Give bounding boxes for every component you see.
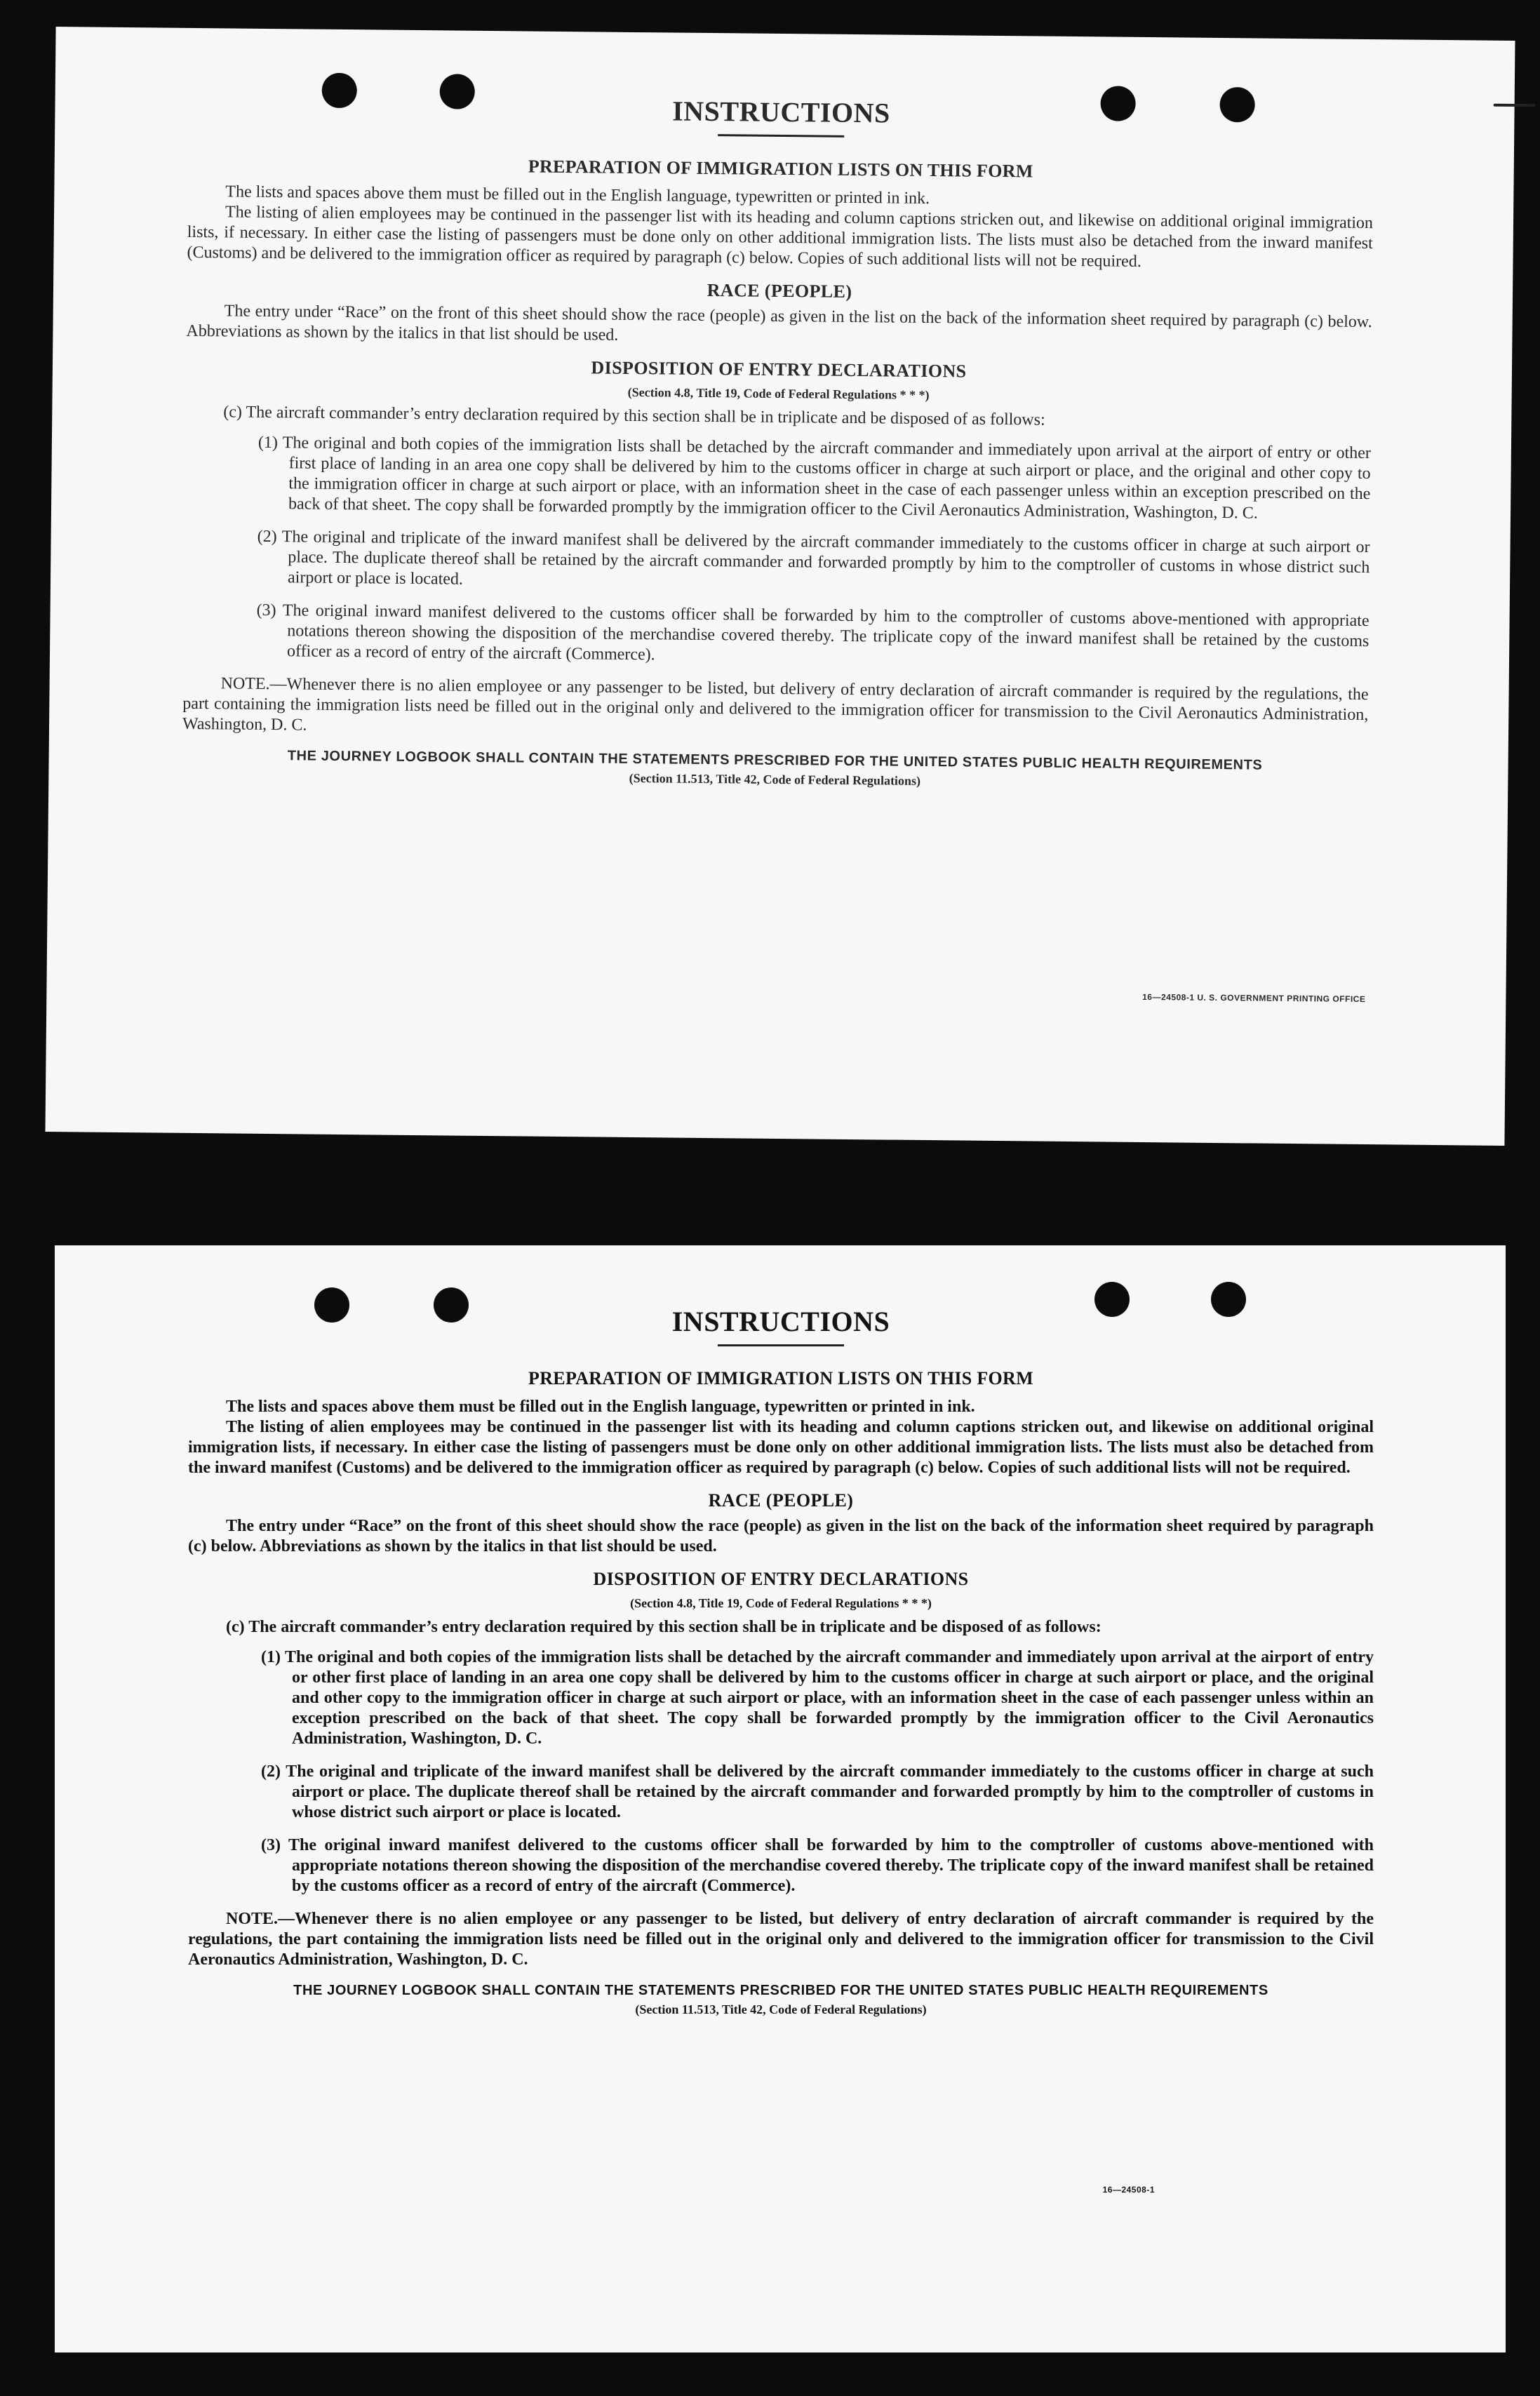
- title-rule: [718, 134, 844, 138]
- note-paragraph: NOTE.—Whenever there is no alien employee or any passenger to be listed, but delivery of entry declaration of aircraft commander is required by the regulations, the part containing the immigration lists need be filled out in the original only and delivered to the immigration officer for transmission to the Civil Aeronautics Administration, Washington, D. C.: [188, 1910, 1374, 1969]
- note-paragraph: NOTE.—Whenever there is no alien employee or any passenger to be listed, but delivery of entry declaration of aircraft commander is required by the regulations, the part containing the immigration lists need be filled out in the original only and delivered to the immigration officer for transmission to the Civil Aeronautics Administration, Washington, D. C.: [182, 674, 1369, 735]
- section-heading-disposition: DISPOSITION OF ENTRY DECLARATIONS: [593, 1569, 969, 1589]
- printer-mark: 16—24508-1: [1102, 2185, 1155, 2195]
- page-title: INSTRUCTIONS: [671, 1306, 890, 1337]
- section-heading-disposition: DISPOSITION OF ENTRY DECLARATIONS: [591, 357, 967, 382]
- paragraph-c: (c) The aircraft commander’s entry declaration required by this section shall be in triplicate and be disposed of as follows:: [223, 403, 1045, 429]
- paragraph-c: (c) The aircraft commander’s entry declaration required by this section shall be in triplicate and be disposed of as follows:: [226, 1618, 1102, 1636]
- document-page-top: [45, 27, 1515, 1146]
- list-item: (2) The original and triplicate of the inward manifest shall be delivered by the aircraft commander immediately to the customs officer in charge at such airport or place. The duplicate thereof shall be retained by the aircraft commander and forwarded promptly by him to the comptroller of customs in whose district such airport or place is located.: [261, 1762, 1374, 1821]
- paragraph: The listing of alien employees may be continued in the passenger list with its heading and column captions stricken out, and likewise on additional original immigration lists, if necessary. In either case the listing of passengers must be done only on other additional immigration lists. The lists must also be detached from the inward manifest (Customs) and be delivered to the immigration officer as required by paragraph (c) below. Copies of such additional lists will not be required.: [188, 1418, 1374, 1477]
- list-item: (3) The original inward manifest delivered to the customs officer shall be forwarded by him to the comptroller of customs above-mentioned with appropriate notations thereon showing the disposition of the merchandise covered thereby. The triplicate copy of the inward manifest shall be retained by the customs officer as a record of entry of the aircraft (Commerce).: [261, 1836, 1374, 1895]
- paragraph: The lists and spaces above them must be filled out in the English language, typewritten or printed in ink.: [226, 1398, 975, 1416]
- page-content: [182, 90, 1374, 794]
- list-item: (1) The original and both copies of the immigration lists shall be detached by the aircraft commander and immediately upon arrival at the airport of entry or other first place of landing in an area one copy shall be delivered by him to the customs officer in charge at such airport or place, and the original and other copy to the immigration officer in charge at such airport or place, with an information sheet in the case of each passenger unless within an exception prescribed on the back of that sheet. The copy shall be forwarded promptly by the immigration officer to the Civil Aeronautics Administration, Washington, D. C.: [257, 433, 1371, 523]
- document-page-bottom: [55, 1245, 1506, 2353]
- edge-mark: [1494, 104, 1536, 107]
- footer-citation: (Section 11.513, Title 42, Code of Federal Regulations): [629, 770, 921, 788]
- section-heading-race: RACE (PEOPLE): [707, 279, 852, 302]
- list-item: (2) The original and triplicate of the inward manifest shall be delivered by the aircraft commander immediately to the customs officer in charge at such airport or place. The duplicate thereof shall be retained by the aircraft commander and forwarded promptly by him to the comptroller of customs in whose district such airport or place is located.: [257, 527, 1370, 589]
- paragraph: The lists and spaces above them must be filled out in the English language, typewritten or printed in ink.: [225, 182, 930, 208]
- page-title: INSTRUCTIONS: [672, 95, 890, 129]
- title-rule: [718, 1344, 844, 1346]
- paragraph: The entry under “Race” on the front of this sheet should show the race (people) as given in the list on the back of the information sheet required by paragraph (c) below. Abbreviations as shown by the italics in that list should be used.: [186, 302, 1372, 344]
- section-citation: (Section 4.8, Title 19, Code of Federal Regulations * * *): [627, 384, 930, 403]
- footer-citation: (Section 11.513, Title 42, Code of Federal Regulations): [635, 2002, 927, 2016]
- list-item: (3) The original inward manifest delivered to the customs officer shall be forwarded by him to the comptroller of customs above-mentioned with appropriate notations thereon showing the disposition of the merchandise covered thereby. The triplicate copy of the inward manifest shall be retained by the customs officer as a record of entry of the aircraft (Commerce).: [256, 601, 1370, 664]
- printer-mark: 16—24508-1 U. S. GOVERNMENT PRINTING OFFICE: [1142, 991, 1366, 1005]
- section-citation: (Section 4.8, Title 19, Code of Federal Regulations * * *): [630, 1596, 932, 1610]
- section-heading-preparation: PREPARATION OF IMMIGRATION LISTS ON THIS FORM: [528, 156, 1033, 182]
- section-heading-race: RACE (PEOPLE): [708, 1490, 854, 1511]
- page-content: [188, 1305, 1374, 2018]
- footer-requirement: THE JOURNEY LOGBOOK SHALL CONTAIN THE STATEMENTS PRESCRIBED FOR THE UNITED STATES PUBLIC HEALTH REQUIREMENTS: [293, 1983, 1268, 1998]
- footer-requirement: THE JOURNEY LOGBOOK SHALL CONTAIN THE STATEMENTS PRESCRIBED FOR THE UNITED STATES PUBLIC HEALTH REQUIREMENTS: [287, 748, 1263, 773]
- section-heading-preparation: PREPARATION OF IMMIGRATION LISTS ON THIS FORM: [528, 1368, 1033, 1388]
- list-item: (1) The original and both copies of the immigration lists shall be detached by the aircraft commander and immediately upon arrival at the airport of entry or other first place of landing in an area one copy shall be delivered by him to the customs officer in charge at such airport or place, and the original and other copy to the immigration officer in charge at such airport or place, with an information sheet in the case of each passenger unless within an exception prescribed on the back of that sheet. The copy shall be forwarded promptly by the immigration officer to the Civil Aeronautics Administration, Washington, D. C.: [261, 1648, 1374, 1748]
- paragraph: The listing of alien employees may be continued in the passenger list with its heading and column captions stricken out, and likewise on additional original immigration lists, if necessary. In either case the listing of passengers must be done only on other additional immigration lists. The lists must also be detached from the inward manifest (Customs) and be delivered to the immigration officer as required by paragraph (c) below. Copies of such additional lists will not be required.: [187, 203, 1374, 271]
- paragraph: The entry under “Race” on the front of this sheet should show the race (people) as given in the list on the back of the information sheet required by paragraph (c) below. Abbreviations as shown by the italics in that list should be used.: [188, 1517, 1374, 1555]
